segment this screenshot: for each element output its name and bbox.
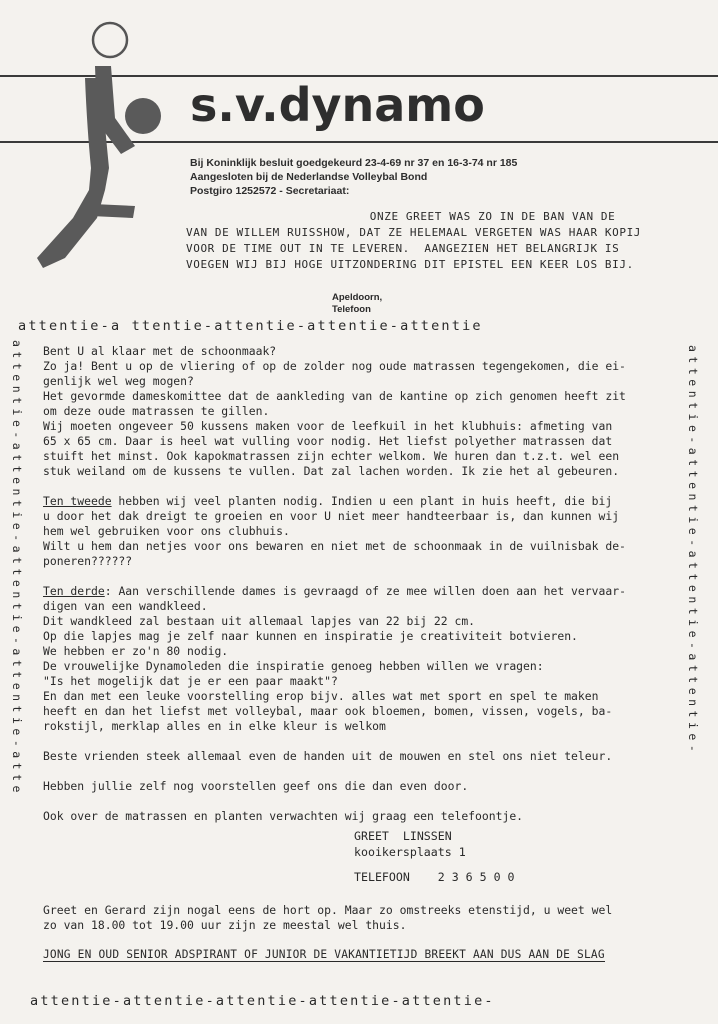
paragraph-lead: Ten derde bbox=[43, 584, 105, 598]
club-name: s.v.dynamo bbox=[190, 78, 485, 132]
closing-line: zo van 18.00 tot 19.00 uur zijn ze meestal wel thuis. bbox=[43, 918, 407, 932]
body-line: En dan met een leuke voorstelling erop bijv. alles wat met sport en spel te maken bbox=[43, 689, 599, 703]
body-line: Wij moeten ongeveer 50 kussens maken voor de leefkuil in het klubhuis: afmeting van bbox=[43, 419, 613, 433]
body-line: Wilt u hem dan netjes voor ons bewaren en niet met de schoonmaak in de vuilnisbak de- bbox=[43, 539, 626, 553]
signature-name: GREET LINSSEN bbox=[354, 829, 452, 843]
body-line: "Is het mogelijk dat je er een paar maakt"? bbox=[43, 674, 338, 688]
editorial-note-line-3: VOOR DE TIME OUT IN TE LEVEREN. AANGEZIEN HET BELANGRIJK IS bbox=[186, 242, 620, 255]
editorial-note-line-2: VAN DE WILLEM RUISSHOW, DAT ZE HELEMAAL VERGETEN WAS HAAR KOPIJ bbox=[186, 226, 642, 239]
body-line: Beste vrienden steek allemaal even de handen uit de mouwen en stel ons niet teleur. bbox=[43, 749, 613, 763]
city: Apeldoorn, bbox=[332, 292, 383, 303]
editorial-note-line-4: VOEGEN WIJ BIJ HOGE UITZONDERING DIT EPISTEL EEN KEER LOS BIJ. bbox=[186, 258, 634, 271]
body-line bbox=[43, 584, 683, 599]
paragraph-lead: Ten tweede bbox=[43, 494, 112, 508]
body-line: Dit wandkleed zal bestaan uit allemaal lapjes van 22 bij 22 cm. bbox=[43, 614, 476, 628]
letterhead-line-1: Bij Koninklijk besluit goedgekeurd 23-4-69 nr 37 en 16-3-74 nr 185 bbox=[190, 157, 518, 169]
body-line: stuift het minst. Ook kapokmatrassen zijn echter welkom. We huren dan t.z.t. wel een bbox=[43, 449, 620, 463]
closing-text bbox=[43, 903, 612, 933]
volleyball-player-logo bbox=[25, 18, 165, 278]
body-line: genlijk wel weg mogen? bbox=[43, 374, 194, 388]
letter-body bbox=[43, 344, 683, 824]
body-line: heeft en dan het liefst met volleybal, maar ook bloemen, bomen, vissen, vogels, ba- bbox=[43, 704, 613, 718]
body-line: digen van een wandkleed. bbox=[43, 599, 208, 613]
body-line: 65 x 65 cm. Daar is heel wat vulling voor nodig. Het liefst polyether matrassen dat bbox=[43, 434, 613, 448]
address-block bbox=[332, 292, 382, 316]
body-line bbox=[43, 494, 683, 509]
signature-street: kooikersplaats 1 bbox=[354, 845, 466, 859]
closing-line: Greet en Gerard zijn nogal eens de hort op. Maar zo omstreeks etenstijd, u weet wel bbox=[43, 903, 613, 917]
body-line: stuk weiland om de kussens te vullen. Dat zal lachen worden. Ik zie het al gebeuren. bbox=[43, 464, 620, 478]
attentie-banner-right: attentie-attentie-attentie-attentie- bbox=[686, 345, 700, 757]
letterhead-line-2: Aangesloten bij de Nederlandse Volleybal Bond bbox=[190, 171, 428, 183]
body-line: Hebben jullie zelf nog voorstellen geef ons die dan even door. bbox=[43, 779, 469, 793]
final-slogan: JONG EN OUD SENIOR ADSPIRANT OF JUNIOR DE VAKANTIETIJD BREEKT AAN DUS AAN DE SLAG bbox=[43, 948, 605, 961]
body-line: u door het dak dreigt te groeien en voor U niet meer handteerbaar is, dan kunnen wij bbox=[43, 509, 620, 523]
body-line: hem wel gebruiken voor ons clubhuis. bbox=[43, 524, 290, 538]
signature-phone: TELEFOON 2 3 6 5 0 0 bbox=[354, 870, 515, 884]
body-line: om deze oude matrassen te gillen. bbox=[43, 404, 270, 418]
body-line: Ook over de matrassen en planten verwachten wij graag een telefoontje. bbox=[43, 809, 524, 823]
attentie-banner-left: attentie-attentie-attentie-attentie-atte bbox=[10, 340, 24, 797]
body-line: rokstijl, merklap alles en in elke kleur is welkom bbox=[43, 719, 386, 733]
phone-label: Telefoon bbox=[332, 304, 371, 315]
body-line: Het gevormde dameskomittee dat de aankleding van de kantine op zich genomen heeft zit bbox=[43, 389, 626, 403]
body-line: Zo ja! Bent u op de vliering of op de zolder nog oude matrassen tegengekomen, die ei- bbox=[43, 359, 626, 373]
body-line: Op die lapjes mag je zelf naar kunnen en inspiratie je creativiteit botvieren. bbox=[43, 629, 578, 643]
editorial-note-line-1: ONZE GREET WAS ZO IN DE BAN VAN DE bbox=[312, 210, 616, 223]
signature-block bbox=[354, 828, 515, 885]
body-line: We hebben er zo'n 80 nodig. bbox=[43, 644, 229, 658]
body-line: Bent U al klaar met de schoonmaak? bbox=[43, 344, 277, 358]
attentie-banner-top: attentie-a ttentie-attentie-attentie-attentie bbox=[18, 318, 483, 334]
letterhead-line-3: Postgiro 1252572 - Secretariaat: bbox=[190, 185, 350, 197]
body-text: hebben wij veel planten nodig. Indien u een plant in huis heeft, die bij bbox=[111, 494, 613, 508]
attentie-banner-bottom: attentie-attentie-attentie-attentie-attentie- bbox=[30, 993, 495, 1009]
body-line: poneren?????? bbox=[43, 554, 133, 568]
body-text: : Aan verschillende dames is gevraagd of ze mee willen doen aan het vervaar- bbox=[104, 584, 626, 598]
body-line: De vrouwelijke Dynamoleden die inspiratie genoeg hebben willen we vragen: bbox=[43, 659, 544, 673]
